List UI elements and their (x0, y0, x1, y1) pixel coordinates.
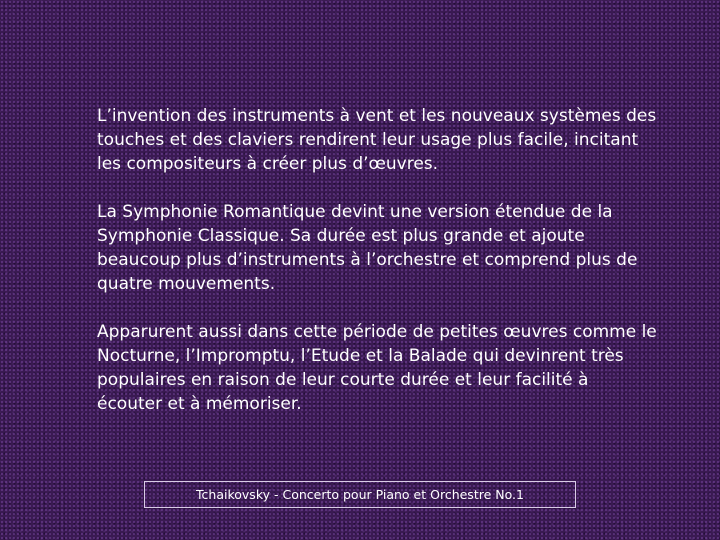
paragraph-romantic-symphony: La Symphonie Romantique devint une version étendue de la Symphonie Classique. Sa durée est plus grande et ajoute beaucoup plus d’instruments à l’orchestre et comprend plus de quatre mouvements. (97, 202, 638, 294)
paragraph-instruments: L’invention des instruments à vent et les nouveaux systèmes des touches et des claviers rendirent leur usage plus facile, incitant les compositeurs à créer plus d’œuvres. (97, 106, 657, 174)
music-caption-box[interactable] (144, 481, 576, 508)
paragraph-small-works: Apparurent aussi dans cette période de petites œuvres comme le Nocturne, l’Impromptu, l’Etude et la Balade qui devinrent très populaires en raison de leur courte durée et leur facilité à écouter et à mémoriser. (97, 322, 657, 414)
music-caption-text: Tchaikovsky - Concerto pour Piano et Orchestre No.1 (196, 487, 524, 502)
